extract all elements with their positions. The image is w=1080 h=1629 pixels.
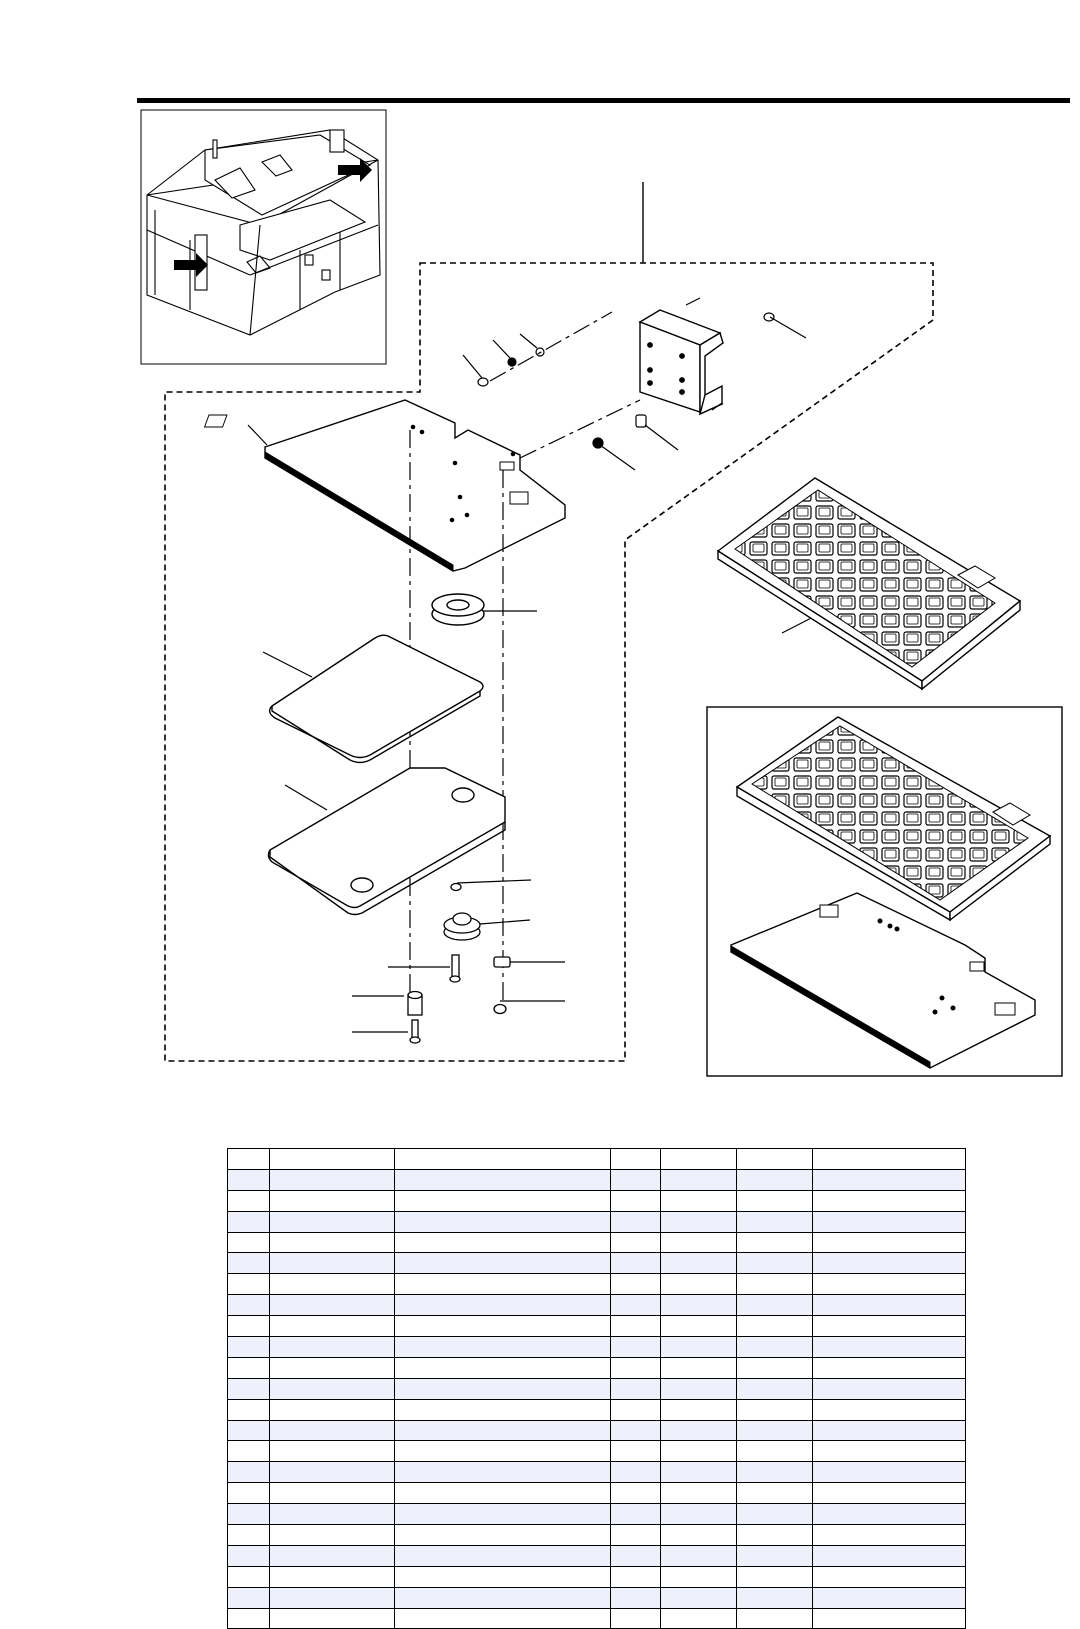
table-cell <box>813 1211 966 1232</box>
table-cell <box>813 1295 966 1316</box>
table-cell <box>661 1504 737 1525</box>
table-cell <box>228 1525 270 1546</box>
table-cell <box>395 1316 611 1337</box>
table-cell <box>737 1169 813 1190</box>
table-cell <box>395 1525 611 1546</box>
table-cell <box>661 1608 737 1629</box>
table-row <box>228 1525 966 1546</box>
table-cell <box>661 1190 737 1211</box>
table-cell <box>611 1295 661 1316</box>
table-cell <box>813 1253 966 1274</box>
table-cell <box>270 1169 395 1190</box>
parts-list-table <box>227 1148 966 1629</box>
table-cell <box>270 1545 395 1566</box>
table-cell <box>737 1504 813 1525</box>
table-cell <box>395 1441 611 1462</box>
table-cell <box>813 1337 966 1358</box>
table-cell <box>270 1566 395 1587</box>
table-cell <box>228 1378 270 1399</box>
table-cell <box>228 1545 270 1566</box>
table-cell <box>737 1274 813 1295</box>
table-cell <box>270 1587 395 1608</box>
table-cell <box>813 1441 966 1462</box>
table-cell <box>813 1608 966 1629</box>
table-row <box>228 1399 966 1420</box>
table-row <box>228 1316 966 1337</box>
table-cell <box>270 1253 395 1274</box>
table-cell <box>813 1378 966 1399</box>
table-cell <box>813 1525 966 1546</box>
table-cell <box>611 1504 661 1525</box>
table-cell <box>228 1608 270 1629</box>
keyboard <box>718 478 1020 689</box>
table-cell <box>661 1420 737 1441</box>
table-cell <box>813 1274 966 1295</box>
table-cell <box>661 1295 737 1316</box>
table-cell <box>611 1169 661 1190</box>
table-cell <box>270 1190 395 1211</box>
table-row <box>228 1295 966 1316</box>
table-cell <box>661 1274 737 1295</box>
machine-overview-inset <box>141 110 386 364</box>
table-cell <box>228 1274 270 1295</box>
table-cell <box>228 1295 270 1316</box>
table-cell <box>661 1232 737 1253</box>
table-cell <box>270 1525 395 1546</box>
table-cell <box>611 1420 661 1441</box>
table-cell <box>395 1232 611 1253</box>
table-cell <box>228 1399 270 1420</box>
table-cell <box>395 1462 611 1483</box>
table-cell <box>611 1545 661 1566</box>
table-cell <box>737 1483 813 1504</box>
table-cell <box>611 1232 661 1253</box>
table-cell <box>611 1608 661 1629</box>
table-cell <box>228 1190 270 1211</box>
table-cell <box>813 1420 966 1441</box>
table-cell <box>228 1462 270 1483</box>
table-cell <box>661 1462 737 1483</box>
table-cell <box>270 1462 395 1483</box>
assembled-view-inset <box>707 707 1062 1076</box>
table-cell <box>395 1483 611 1504</box>
table-cell <box>395 1357 611 1378</box>
table-cell <box>661 1253 737 1274</box>
table-cell <box>611 1399 661 1420</box>
table-cell <box>395 1420 611 1441</box>
table-cell <box>813 1587 966 1608</box>
table-cell <box>270 1149 395 1170</box>
table-row <box>228 1420 966 1441</box>
table-row <box>228 1462 966 1483</box>
table-cell <box>611 1337 661 1358</box>
table-cell <box>813 1545 966 1566</box>
table-cell <box>661 1566 737 1587</box>
table-row <box>228 1253 966 1274</box>
table-cell <box>395 1504 611 1525</box>
table-cell <box>611 1253 661 1274</box>
table-cell <box>737 1190 813 1211</box>
table-cell <box>737 1357 813 1378</box>
table-cell <box>611 1441 661 1462</box>
table-cell <box>813 1462 966 1483</box>
table-row <box>228 1149 966 1170</box>
table-cell <box>395 1169 611 1190</box>
table-cell <box>813 1190 966 1211</box>
table-cell <box>270 1504 395 1525</box>
table-cell <box>228 1211 270 1232</box>
table-cell <box>813 1169 966 1190</box>
table-cell <box>270 1441 395 1462</box>
table-cell <box>228 1504 270 1525</box>
table-cell <box>611 1587 661 1608</box>
table-cell <box>228 1149 270 1170</box>
mounting-bracket <box>640 310 723 414</box>
table-cell <box>813 1357 966 1378</box>
table-cell <box>395 1399 611 1420</box>
table-cell <box>270 1399 395 1420</box>
keyboard-pad <box>270 635 483 762</box>
table-cell <box>228 1566 270 1587</box>
table-cell <box>661 1441 737 1462</box>
table-cell <box>611 1274 661 1295</box>
table-cell <box>661 1378 737 1399</box>
table-cell <box>270 1337 395 1358</box>
table-cell <box>611 1149 661 1170</box>
table-row <box>228 1190 966 1211</box>
table-cell <box>737 1462 813 1483</box>
table-cell <box>228 1337 270 1358</box>
table-cell <box>737 1316 813 1337</box>
keyboard-tray-plate <box>205 400 565 571</box>
table-cell <box>395 1545 611 1566</box>
table-cell <box>737 1378 813 1399</box>
table-cell <box>611 1483 661 1504</box>
table-cell <box>611 1525 661 1546</box>
table-cell <box>228 1316 270 1337</box>
table-row <box>228 1566 966 1587</box>
table-cell <box>661 1337 737 1358</box>
table-cell <box>813 1566 966 1587</box>
table-cell <box>611 1462 661 1483</box>
table-cell <box>270 1483 395 1504</box>
table-cell <box>228 1253 270 1274</box>
table-row <box>228 1357 966 1378</box>
table-cell <box>813 1399 966 1420</box>
table-cell <box>813 1149 966 1170</box>
table-cell <box>611 1357 661 1378</box>
bracket-hardware <box>478 313 774 448</box>
table-row <box>228 1587 966 1608</box>
table-cell <box>661 1357 737 1378</box>
table-cell <box>270 1420 395 1441</box>
table-cell <box>611 1316 661 1337</box>
table-row <box>228 1545 966 1566</box>
table-cell <box>661 1149 737 1170</box>
table-cell <box>661 1211 737 1232</box>
table-cell <box>270 1357 395 1378</box>
table-cell <box>270 1378 395 1399</box>
table-cell <box>228 1420 270 1441</box>
table-cell <box>737 1566 813 1587</box>
table-cell <box>813 1232 966 1253</box>
table-cell <box>661 1587 737 1608</box>
table-row <box>228 1483 966 1504</box>
table-cell <box>228 1483 270 1504</box>
table-row <box>228 1378 966 1399</box>
table-cell <box>228 1169 270 1190</box>
parts-list-body <box>228 1149 966 1629</box>
table-cell <box>737 1232 813 1253</box>
table-cell <box>611 1190 661 1211</box>
table-cell <box>611 1378 661 1399</box>
table-cell <box>395 1378 611 1399</box>
table-cell <box>395 1295 611 1316</box>
table-cell <box>661 1316 737 1337</box>
table-cell <box>813 1504 966 1525</box>
table-row <box>228 1337 966 1358</box>
table-cell <box>737 1545 813 1566</box>
table-cell <box>737 1211 813 1232</box>
table-cell <box>661 1525 737 1546</box>
table-cell <box>737 1253 813 1274</box>
table-cell <box>395 1587 611 1608</box>
table-cell <box>737 1149 813 1170</box>
table-cell <box>270 1274 395 1295</box>
table-cell <box>661 1483 737 1504</box>
table-cell <box>737 1295 813 1316</box>
table-cell <box>395 1211 611 1232</box>
table-cell <box>737 1441 813 1462</box>
table-cell <box>395 1190 611 1211</box>
table-cell <box>661 1399 737 1420</box>
table-row <box>228 1169 966 1190</box>
assembly-axes <box>410 312 640 1010</box>
table-cell <box>737 1420 813 1441</box>
table-cell <box>228 1587 270 1608</box>
table-cell <box>737 1608 813 1629</box>
grommet-ring <box>432 594 484 625</box>
table-cell <box>611 1211 661 1232</box>
table-cell <box>737 1337 813 1358</box>
table-cell <box>395 1566 611 1587</box>
table-row <box>228 1274 966 1295</box>
table-cell <box>228 1232 270 1253</box>
table-cell <box>228 1357 270 1378</box>
table-cell <box>270 1316 395 1337</box>
table-cell <box>395 1253 611 1274</box>
table-cell <box>270 1295 395 1316</box>
table-cell <box>395 1337 611 1358</box>
table-cell <box>737 1525 813 1546</box>
table-cell <box>395 1274 611 1295</box>
table-cell <box>661 1169 737 1190</box>
table-cell <box>737 1399 813 1420</box>
table-cell <box>661 1545 737 1566</box>
table-cell <box>813 1483 966 1504</box>
table-cell <box>270 1232 395 1253</box>
table-cell <box>270 1608 395 1629</box>
table-cell <box>737 1587 813 1608</box>
table-row <box>228 1441 966 1462</box>
table-cell <box>813 1316 966 1337</box>
lower-hardware <box>408 884 510 1044</box>
table-row <box>228 1211 966 1232</box>
table-cell <box>611 1566 661 1587</box>
table-cell <box>395 1608 611 1629</box>
table-row <box>228 1232 966 1253</box>
base-plate <box>268 768 505 915</box>
table-row <box>228 1504 966 1525</box>
table-cell <box>228 1441 270 1462</box>
table-row <box>228 1608 966 1629</box>
table-cell <box>270 1211 395 1232</box>
table-cell <box>395 1149 611 1170</box>
